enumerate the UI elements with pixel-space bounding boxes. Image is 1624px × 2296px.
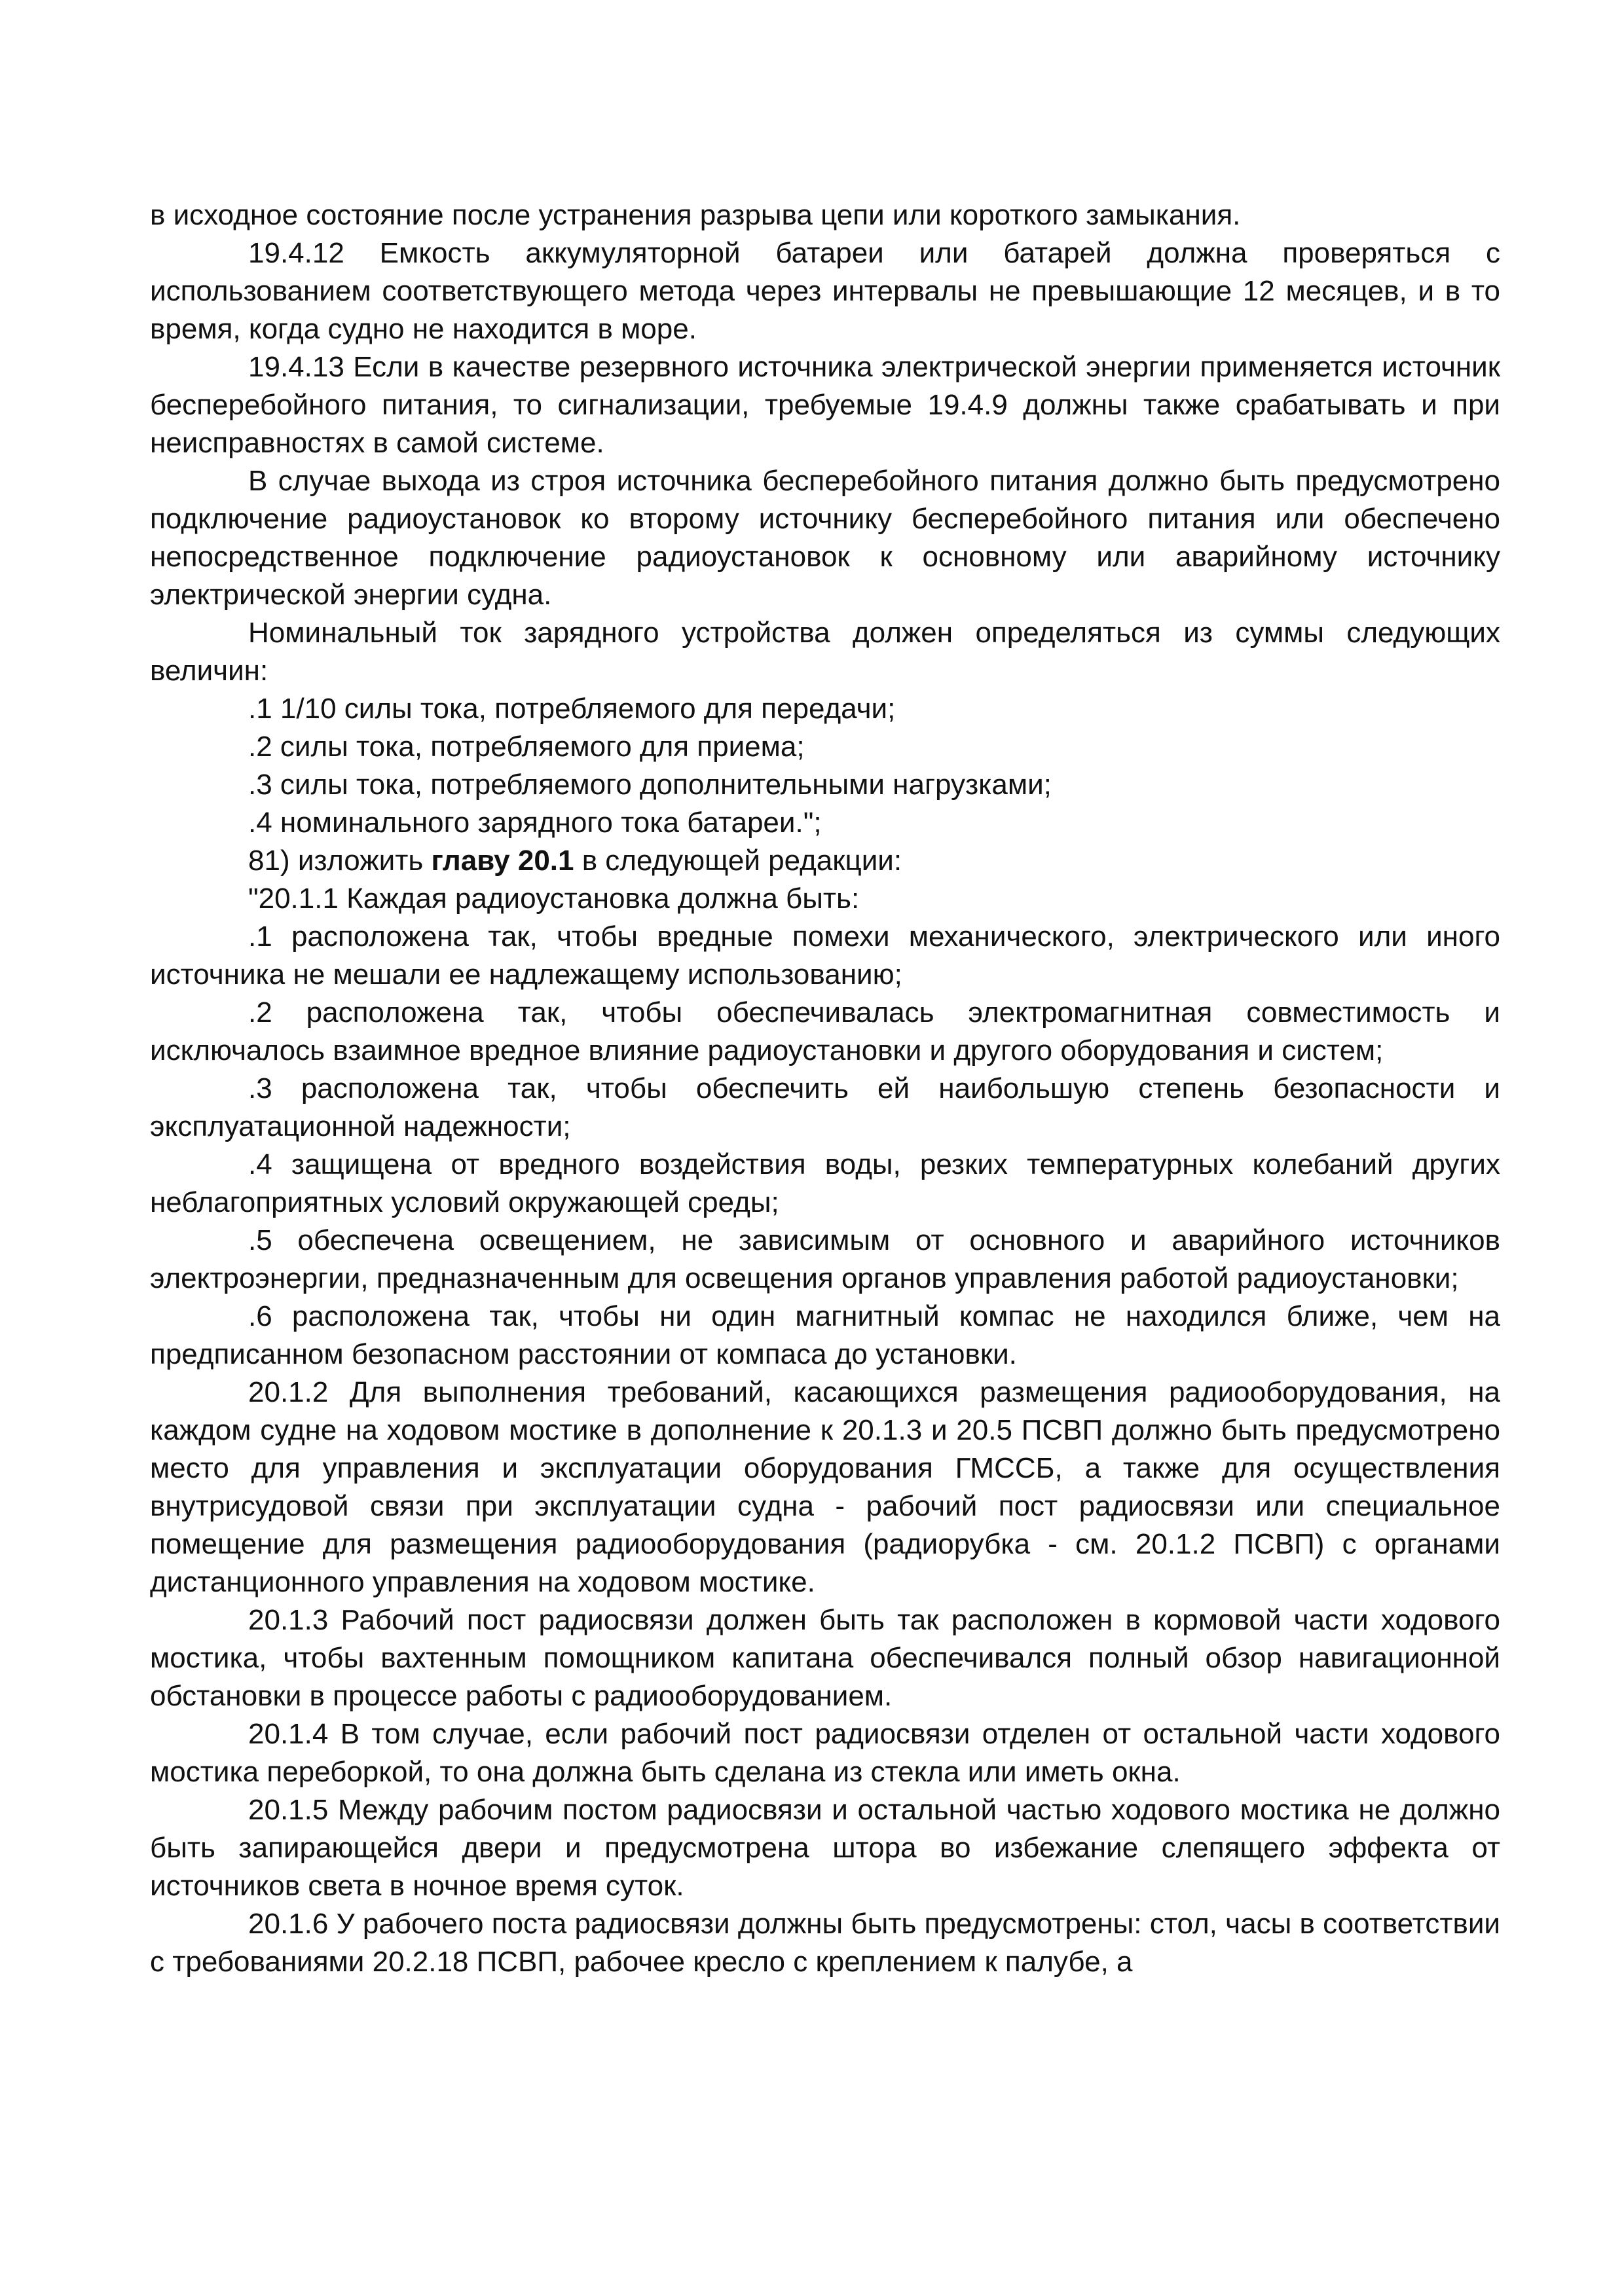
paragraph-ups-failure: В случае выхода из строя источника бесперебойного питания должно быть предусмотрено подключение радиоустановок ко второму источнику бесперебойного питания или обеспечено непосредственное подключение радиоустановок к основному или аварийному источнику электрической энергии судна. (150, 465, 1500, 611)
amendment-suffix: в следующей редакции: (574, 845, 902, 877)
paragraph-20-1-1: "20.1.1 Каждая радиоустановка должна быть: (248, 883, 860, 915)
list-item-4: .4 номинального зарядного тока батареи."; (248, 807, 822, 839)
sub-item-3: .3 расположена так, чтобы обеспечить ей наибольшую степень безопасности и эксплуатационной надежности; (150, 1072, 1500, 1142)
sub-item-6: .6 расположена так, чтобы ни один магнитный компас не находился ближе, чем на предписанном безопасном расстоянии от компаса до установки. (150, 1300, 1500, 1370)
sub-item-1: .1 расположена так, чтобы вредные помехи механического, электрического или иного источника не мешали ее надлежащему использованию; (150, 920, 1500, 991)
sub-item-4: .4 защищена от вредного воздействия воды, резких температурных колебаний других неблагоприятных условий окружающей среды; (150, 1148, 1500, 1218)
document-body (150, 196, 1500, 1981)
amendment-chapter: главу 20.1 (431, 845, 574, 877)
list-item-2: .2 силы тока, потребляемого для приема; (248, 731, 805, 763)
paragraph-20-1-2: 20.1.2 Для выполнения требований, касающихся размещения радиооборудования, на каждом судне на ходовом мостике в дополнение к 20.1.3 и 20.5 ПСВП должно быть предусмотрено место для управления и эксплуатации оборудования ГМССБ, а также для осуществления внутрисудовой связи при эксплуатации судна - рабочий пост радиосвязи или специальное помещение для размещения радиооборудования (радиорубка - см. 20.1.2 ПСВП) с органами дистанционного управления на ходовом мостике. (150, 1376, 1500, 1598)
amendment-81 (150, 842, 1500, 880)
paragraph-charger-current: Номинальный ток зарядного устройства должен определяться из суммы следующих величин: (150, 617, 1500, 687)
paragraph-20-1-6: 20.1.6 У рабочего поста радиосвязи должны быть предусмотрены: стол, часы в соответствии с требованиями 20.2.18 ПСВП, рабочее кресло с креплением к палубе, а (150, 1908, 1500, 1978)
paragraph-20-1-3: 20.1.3 Рабочий пост радиосвязи должен быть так расположен в кормовой части ходового мостика, чтобы вахтенным помощником капитана обеспечивался полный обзор навигационной обстановки в процессе работы с радиооборудованием. (150, 1604, 1500, 1712)
amendment-prefix: 81) изложить (248, 845, 432, 877)
sub-item-2: .2 расположена так, чтобы обеспечивалась электромагнитная совместимость и исключалось взаимное вредное влияние радиоустановки и другого оборудования и систем; (150, 996, 1500, 1066)
sub-item-5: .5 обеспечена освещением, не зависимым от основного и аварийного источников электроэнергии, предназначенным для освещения органов управления работой радиоустановки; (150, 1224, 1500, 1294)
paragraph-continuation: в исходное состояние после устранения разрыва цепи или короткого замыкания. (150, 199, 1241, 231)
list-item-3: .3 силы тока, потребляемого дополнительными нагрузками; (248, 769, 1052, 801)
paragraph-19-4-12: 19.4.12 Емкость аккумуляторной батареи или батарей должна проверяться с использованием соответствующего метода через интервалы не превышающие 12 месяцев, и в то время, когда судно не находится в море. (150, 237, 1500, 345)
paragraph-20-1-5: 20.1.5 Между рабочим постом радиосвязи и остальной частью ходового мостика не должно быть запирающейся двери и предусмотрена штора во избежание слепящего эффекта от источников света в ночное время суток. (150, 1794, 1500, 1902)
paragraph-20-1-4: 20.1.4 В том случае, если рабочий пост радиосвязи отделен от остальной части ходового мостика переборкой, то она должна быть сделана из стекла или иметь окна. (150, 1718, 1500, 1788)
list-item-1: .1 1/10 силы тока, потребляемого для передачи; (248, 693, 896, 725)
paragraph-19-4-13: 19.4.13 Если в качестве резервного источника электрической энергии применяется источник бесперебойного питания, то сигнализации, требуемые 19.4.9 должны также срабатывать и при неисправностях в самой системе. (150, 351, 1500, 459)
